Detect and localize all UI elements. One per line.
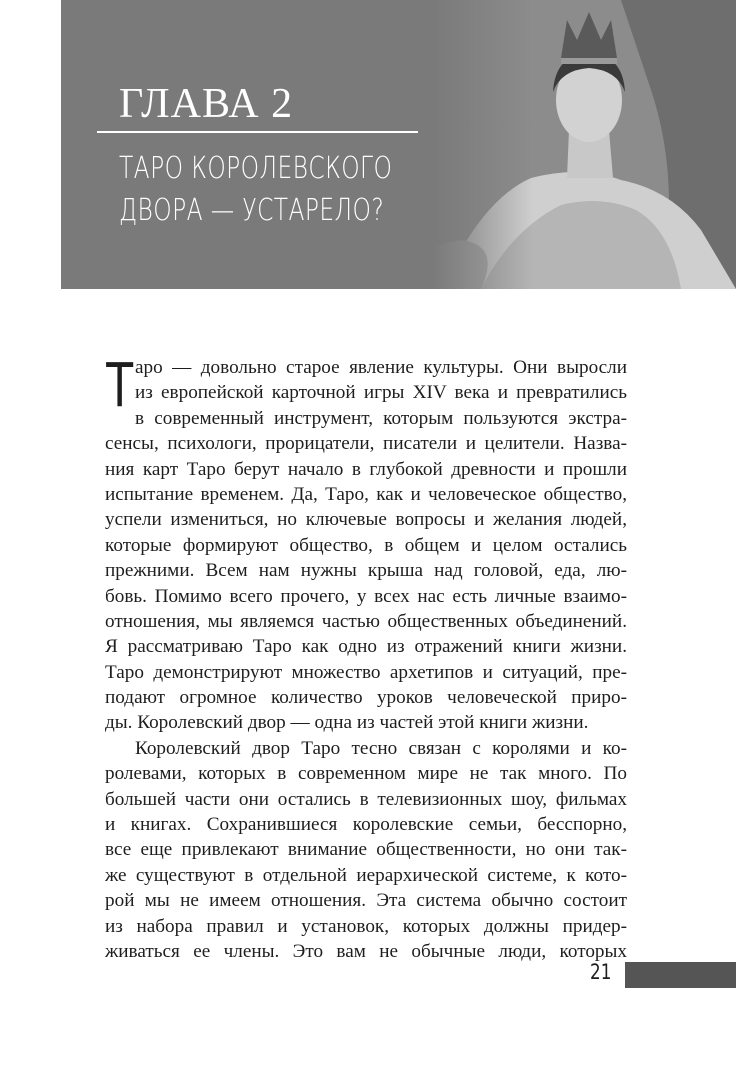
page-number: 21 <box>590 960 612 984</box>
text-line: же существуют в отдельной иерархической системе, к кото- <box>105 864 627 886</box>
text-line: сенсы, психологи, прорицатели, писатели и целители. Назва- <box>105 433 627 455</box>
chapter-title-line: ТАРО КОРОЛЕВСКОГО <box>119 151 393 186</box>
text-line: которые формируют общество, в общем и целом остались <box>105 534 627 556</box>
chapter-label: ГЛАВА 2 <box>119 81 294 127</box>
text-line: в современный инструмент, которым пользуются экстра- <box>135 407 627 429</box>
chapter-divider <box>97 131 418 133</box>
drop-cap: Т <box>105 348 135 420</box>
text-line: подают огромное количество уроков человеческой приро- <box>105 687 627 709</box>
text-line: рой мы не имеем отношения. Эта система обычно состоит <box>105 890 627 912</box>
text-line: из набора правил и установок, которых должны придер- <box>105 915 627 937</box>
text-line: из европейской карточной игры XIV века и превратились <box>135 382 627 404</box>
chapter-title <box>119 148 415 232</box>
queen-portrait-image <box>61 0 736 289</box>
text-line: и книгах. Сохранившиеся королевские семьи, бесспорно, <box>105 814 627 836</box>
text-line: бовь. Помимо всего прочего, у всех нас есть личные взаимо- <box>105 585 627 607</box>
body-text <box>105 355 627 964</box>
text-line: аро — довольно старое явление культуры. Они выросли <box>135 357 627 378</box>
text-line: ды. Королевский двор — одна из частей этой книги жизни. <box>105 712 589 734</box>
text-line: Таро демонстрируют множество архетипов и ситуаций, пре- <box>105 661 627 683</box>
text-line: живаться ее члены. Это вам не обычные люди, которых <box>105 940 627 962</box>
text-line: Я рассматриваю Таро как одно из отражений книги жизни. <box>105 636 627 658</box>
text-line: испытание временем. Да, Таро, как и человеческое общество, <box>105 483 627 505</box>
page-number-bar <box>625 962 736 988</box>
text-line: успели измениться, но ключевые вопросы и желания людей, <box>105 509 627 531</box>
text-line: отношения, мы являемся частью общественных объединений. <box>105 610 627 632</box>
text-line: прежними. Всем нам нужны крыша над головой, еда, лю- <box>105 560 627 582</box>
text-line: Королевский двор Таро тесно связан с королями и ко- <box>135 737 627 759</box>
text-line: ния карт Таро берут начало в глубокой древности и прошли <box>105 458 627 480</box>
chapter-header-banner <box>61 0 736 289</box>
text-line: ролевами, которых в современном мире не так много. По <box>105 763 627 785</box>
text-line: большей части они остались в телевизионных шоу, фильмах <box>105 788 627 810</box>
text-line: все еще привлекают внимание общественности, но они так- <box>105 839 627 861</box>
chapter-title-line: ДВОРА — УСТАРЕЛО? <box>119 193 385 228</box>
